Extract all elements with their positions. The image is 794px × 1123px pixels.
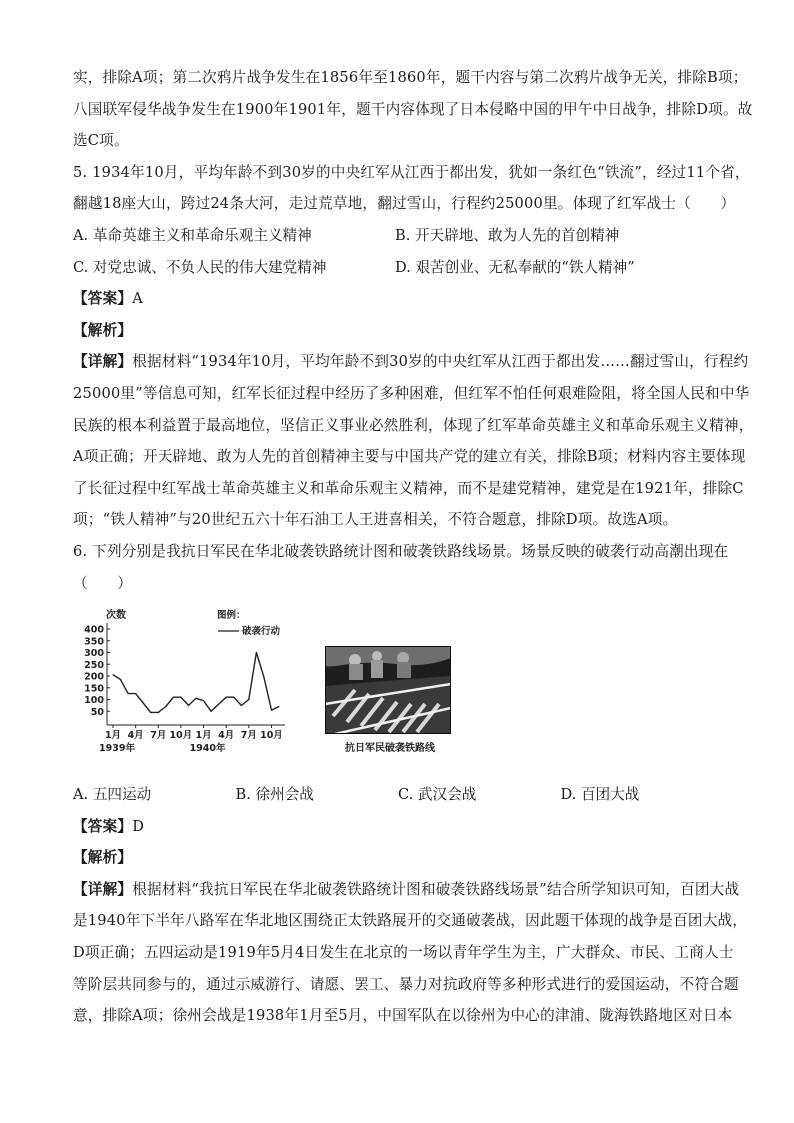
- option-b: B. 徐州会战: [235, 786, 314, 804]
- data-point: [143, 703, 144, 704]
- detail-line: 是1940年下半年八路军在华北地区围绕正太铁路展开的交通破袭战，因此题干体现的战争是百团大战，: [73, 912, 748, 930]
- data-point: [226, 697, 227, 698]
- data-point: [241, 705, 242, 706]
- y-tick-label: 150: [84, 683, 104, 695]
- y-tick-label: 100: [84, 695, 104, 707]
- question-stem: 6. 下列分别是我抗日军民在华北破袭铁路统计图和破袭铁路线场景。场景反映的破袭行动高潮出现在: [73, 542, 729, 560]
- figure-area: [73, 601, 723, 779]
- question-stem: 5. 1934年10月，平均年龄不到30岁的中央红军从江西于都出发，犹如一条红色“铁流”，经过11个省，: [73, 163, 750, 181]
- y-axis-label: 次数: [106, 610, 126, 622]
- analysis-line: [73, 842, 723, 874]
- document-page: [73, 62, 754, 1032]
- detail-line: 等阶层共同参与的，通过示威游行、请愿、罢工、暴力对抗政府等多种形式进行的爱国运动，不符合题: [73, 975, 739, 993]
- photo-caption: 抗日军民破袭铁路线: [345, 743, 435, 755]
- y-tick-label: 400: [84, 624, 104, 636]
- data-point: [120, 679, 121, 680]
- options-row: [73, 252, 723, 284]
- option-d: D. 百团大战: [560, 786, 640, 804]
- x-tick-label: 10月: [260, 730, 283, 742]
- data-point: [278, 706, 279, 707]
- x-tick-label: 4月: [127, 730, 144, 742]
- detail-line: D项正确；五四运动是1919年5月4日发生在北京的一场以青年学生为主，广大群众、市民、工商人士: [73, 944, 734, 962]
- detail-line: 意，排除A项；徐州会战是1938年1月至5月，中国军队在以徐州为中心的津浦、陇海铁路地区对日本: [73, 1007, 733, 1025]
- data-point: [218, 704, 219, 705]
- data-point: [210, 711, 211, 712]
- option-a: A. 五四运动: [73, 786, 152, 804]
- y-tick-label: 300: [84, 648, 104, 660]
- data-point: [248, 699, 249, 700]
- data-point: [256, 652, 257, 653]
- y-tick-label: 250: [84, 659, 104, 671]
- y-tick-label: 200: [84, 671, 104, 683]
- detail-tag: 【详解】: [73, 880, 133, 898]
- detail-line: 25000里”等信息可知，红军长征过程中经历了多种困难，但红军不怕任何艰难险阻，将全国人民和中华: [73, 384, 750, 402]
- data-point: [271, 710, 272, 711]
- data-point: [188, 705, 189, 706]
- question-stem: （ ）: [73, 574, 133, 592]
- x-tick-label: 1月: [195, 730, 212, 742]
- question-5: [73, 157, 754, 536]
- data-point: [150, 712, 151, 713]
- answer-line: [73, 811, 723, 843]
- series-line-sabotage: [113, 653, 279, 713]
- y-tick-label: 50: [90, 706, 104, 718]
- x-tick-label: 7月: [240, 730, 257, 742]
- detail-text: 根据材料“1934年10月，平均年龄不到30岁的中央红军从江西于都出发……翻过雪山，行程约: [132, 353, 749, 371]
- option-b: B. 开天辟地、敢为人先的首创精神: [395, 226, 620, 244]
- answer-value: D: [132, 817, 145, 835]
- answer-tag: 【答案】: [73, 817, 133, 835]
- analysis-line: [73, 315, 723, 347]
- text-line: 八国联军侵华战争发生在1900年1901年，题干内容体现了日本侵略中国的甲午中日战争，排除D项。故: [73, 100, 753, 118]
- data-point: [203, 700, 204, 701]
- data-point: [112, 674, 113, 675]
- text-line: 实，排除A项；第二次鸦片战争发生在1856年至1860年，题干内容与第二次鸦片战争无关，排除B项；: [73, 69, 748, 86]
- x-tick-label: 7月: [150, 730, 167, 742]
- x-tick-label: 1月: [104, 730, 122, 742]
- data-point: [165, 706, 166, 707]
- data-point: [127, 693, 128, 694]
- detail-line: 项；“铁人精神”与20世纪五六十年石油工人王进喜相关，不符合题意，排除D项。故选A项。: [73, 511, 678, 529]
- data-point: [158, 712, 159, 713]
- analysis-tag: 【解析】: [73, 321, 133, 339]
- options-row: [73, 779, 723, 811]
- sabotage-photo: [325, 646, 451, 734]
- options-row: [73, 220, 723, 252]
- data-point: [263, 677, 264, 678]
- previous-explanation: [73, 62, 753, 157]
- detail-text: 根据材料“我抗日军民在华北破袭铁路统计图和破袭铁路线场景”结合所学知识可知，百团大战: [132, 880, 740, 898]
- question-stem: 翻越18座大山，跨过24条大河，走过荒草地，翻过雪山，行程约25000里。体现了红军战士（ ）: [73, 195, 736, 213]
- data-point: [180, 697, 181, 698]
- option-d: D. 艰苦创业、无私奉献的“铁人精神”: [395, 258, 635, 276]
- year-label: 1939年: [99, 743, 135, 755]
- railway-sabotage-line-chart: [73, 607, 303, 757]
- option-a: A. 革命英雄主义和革命乐观主义精神: [73, 226, 312, 244]
- answer-value: A: [132, 290, 143, 308]
- answer-tag: 【答案】: [73, 290, 133, 308]
- data-point: [173, 697, 174, 698]
- detail-line: 了长征过程中红军战士革命英雄主义和革命乐观主义精神，而不是建党精神，建党是在1921年，排除C: [73, 479, 744, 497]
- data-point: [233, 697, 234, 698]
- data-point: [135, 693, 136, 694]
- year-label: 1940年: [189, 743, 226, 755]
- option-c: C. 武汉会战: [398, 786, 477, 804]
- detail-line: [73, 346, 749, 378]
- legend-entry: 破袭行动: [242, 626, 281, 638]
- x-tick-label: 4月: [218, 730, 235, 742]
- detail-line: A项正确；开天辟地、敢为人先的首创精神主要与中国共产党的建立有关，排除B项；材料内容主要体现: [73, 448, 746, 466]
- detail-line: [73, 874, 740, 906]
- detail-line: 民族的根本利益置于最高地位，坚信正义事业必然胜利，体现了红军革命英雄主义和革命乐观主义精神，: [73, 416, 754, 434]
- detail-tag: 【详解】: [73, 353, 133, 371]
- data-point: [195, 698, 196, 699]
- y-tick-label: 350: [84, 636, 104, 648]
- x-tick-label: 10月: [169, 730, 193, 742]
- question-6: [73, 536, 748, 1032]
- answer-line: [73, 283, 723, 315]
- legend-title: 图例：: [217, 610, 246, 622]
- option-c: C. 对党忠诚、不负人民的伟大建党精神: [73, 258, 327, 276]
- analysis-tag: 【解析】: [73, 849, 133, 867]
- text-line: 选C项。: [73, 132, 129, 150]
